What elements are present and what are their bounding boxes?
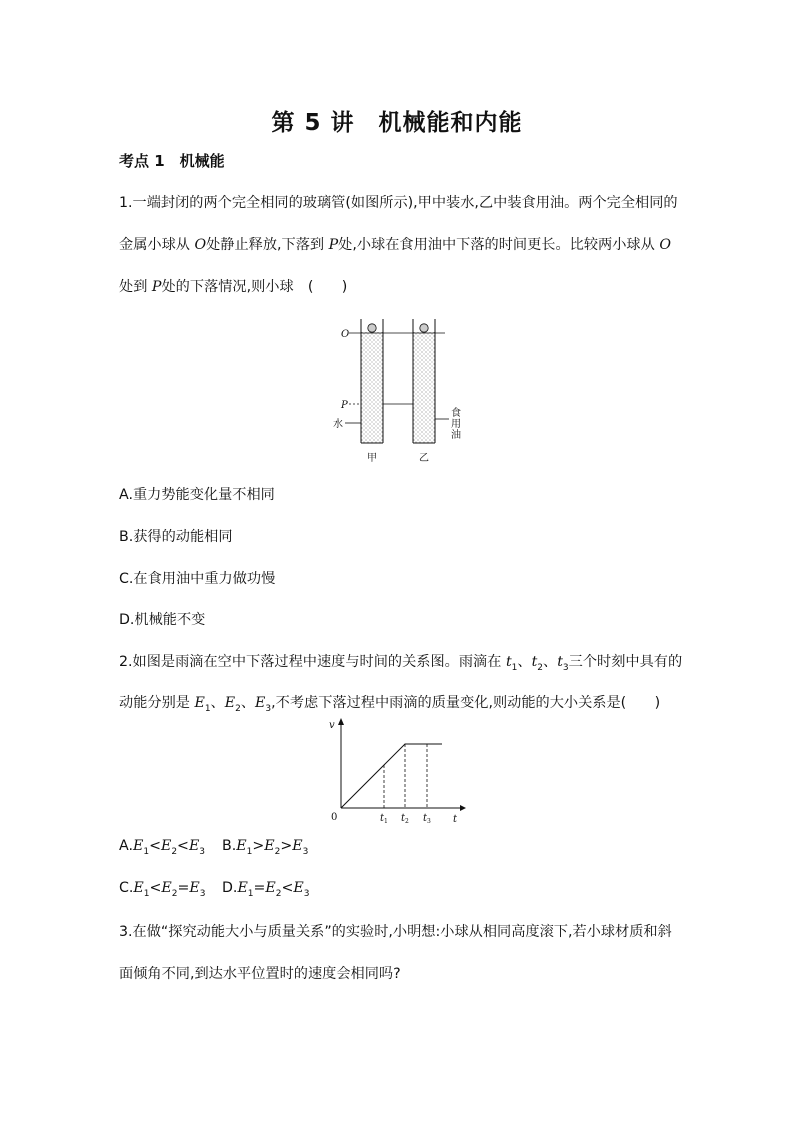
y-axis-arrow-icon (338, 718, 344, 725)
q2-symbol-e: E (224, 695, 236, 711)
q3-line-2: 面倾角不同,到达水平位置时的速度会相同吗? (119, 966, 401, 982)
relation: > (252, 838, 265, 854)
q2-symbol-e: E (293, 880, 304, 896)
q2-sub: 1 (246, 846, 253, 857)
relation: = (253, 880, 266, 896)
relation: < (149, 838, 161, 854)
q2-line-2 (119, 692, 660, 714)
tick-sub-3: 3 (427, 818, 431, 825)
q1-option-d: D.机械能不变 (119, 612, 206, 628)
q1-symbol-p: P (151, 279, 162, 295)
q2-option-b (222, 838, 308, 857)
q1-line-1: 1.一端封闭的两个完全相同的玻璃管(如图所示),甲中装水,乙中装食用油。两个完全相同的 (119, 195, 678, 211)
tube-liquid-oil (413, 332, 435, 443)
q2-sub: 2 (537, 662, 544, 673)
relation: = (177, 880, 190, 896)
q1-option-c: C.在食用油中重力做功慢 (119, 571, 276, 587)
q2-sub: 2 (275, 888, 282, 899)
q2-sub: 1 (511, 662, 518, 673)
q1-text: 处到 (119, 279, 152, 295)
q2-sub: 3 (303, 888, 310, 899)
q2-line-1 (119, 651, 682, 673)
q2-sub: 1 (247, 888, 254, 899)
q2-symbol-e: E (189, 880, 200, 896)
q2-symbol-e: E (161, 880, 172, 896)
q1-symbol-o: O (659, 237, 671, 253)
q2-sub: 2 (171, 888, 178, 899)
page-title: 第 5 讲 机械能和内能 (271, 110, 523, 136)
q2-symbol-e: E (236, 838, 247, 854)
tick-sub-1: 1 (384, 818, 388, 825)
q2-sub: 2 (235, 703, 241, 714)
relation: > (280, 838, 293, 854)
axis-label-t: t (453, 814, 458, 825)
q1-symbol-p: P (328, 237, 339, 253)
q1-line-2 (119, 234, 671, 254)
relation: < (281, 880, 294, 896)
q2-symbol-e: E (132, 838, 144, 854)
tick-label-t3: t (423, 813, 428, 824)
tick-label-t1: t (380, 813, 385, 824)
axis-label-v: v (329, 720, 335, 731)
q2-text: 动能分别是 (119, 695, 195, 711)
q1-option-a: A.重力势能变化量不相同 (119, 487, 275, 503)
q1-option-b: B.获得的动能相同 (119, 529, 233, 545)
label-water: 水 (333, 419, 343, 430)
label-oil-1: 食 (451, 408, 461, 419)
q2-sep: 、 (543, 654, 558, 670)
q1-symbol-o: O (194, 237, 207, 253)
q2-sub: 2 (274, 846, 281, 857)
q3-line-1: 3.在做“探究动能大小与质量关系”的实验时,小明想:小球从相同高度滚下,若小球材质和斜 (119, 924, 672, 940)
label-yi: 乙 (419, 453, 429, 464)
ball-icon (420, 324, 428, 332)
q2-symbol-e: E (237, 880, 248, 896)
origin-label: 0 (331, 812, 338, 823)
q2-symbol-e: E (133, 880, 144, 896)
q2-symbol-e: E (188, 838, 200, 854)
option-prefix: C. (119, 880, 134, 896)
relation: < (177, 838, 189, 854)
q1-text: 处的下落情况,则小球 ( ) (161, 279, 348, 295)
x-axis-arrow-icon (460, 805, 466, 811)
ball-icon (368, 324, 376, 332)
q2-symbol-e: E (292, 838, 303, 854)
q1-text: 处静止释放,下落到 (206, 237, 329, 253)
option-prefix: A. (119, 838, 133, 854)
q2-symbol-t: t (557, 654, 563, 670)
tick-sub-2: 2 (405, 818, 409, 825)
label-oil-2: 用 (451, 419, 461, 430)
q2-sub: 3 (302, 846, 309, 857)
q2-sub: 1 (204, 703, 211, 714)
q2-sub: 3 (199, 888, 206, 899)
q2-option-a (119, 838, 205, 857)
option-prefix: B. (222, 838, 237, 854)
label-p: P (341, 400, 348, 411)
q2-symbol-t: t (531, 654, 538, 670)
q2-sub: 3 (265, 703, 272, 714)
q2-sub: 3 (562, 662, 569, 673)
section-heading: 考点 1 机械能 (119, 152, 225, 170)
q2-symbol-t: t (505, 654, 512, 670)
q2-sub: 1 (143, 846, 150, 857)
tick-label-t2: t (401, 813, 406, 824)
q2-sub: 2 (171, 846, 178, 857)
q2-symbol-e: E (265, 880, 276, 896)
q2-velocity-time-graph (320, 712, 470, 827)
label-jia: 甲 (367, 453, 377, 464)
q2-sep: 、 (517, 654, 532, 670)
q1-text: 金属小球从 (119, 237, 195, 253)
relation: < (149, 880, 162, 896)
label-o: O (341, 329, 350, 340)
q2-sep: 、 (240, 695, 256, 711)
q1-line-3 (119, 276, 347, 296)
q2-symbol-e: E (160, 838, 172, 854)
q2-text: 三个时刻中具有的 (568, 654, 683, 670)
q2-symbol-e: E (194, 695, 205, 711)
q2-symbol-e: E (255, 695, 266, 711)
q2-text: 2.如图是雨滴在空中下落过程中速度与时间的关系图。雨滴在 (119, 654, 506, 670)
q2-option-d (222, 880, 310, 899)
option-prefix: D. (222, 880, 238, 896)
q1-text: 处,小球在食用油中下落的时间更长。比较两小球从 (338, 237, 660, 253)
label-oil-3: 油 (451, 430, 461, 441)
tube-liquid-water (361, 332, 383, 443)
q2-sub: 1 (143, 888, 150, 899)
q2-option-c (119, 880, 205, 899)
q2-text: ,不考虑下落过程中雨滴的质量变化,则动能的大小关系是( ) (271, 695, 661, 711)
q2-symbol-e: E (264, 838, 275, 854)
q2-sep: 、 (210, 695, 225, 711)
q2-sub: 3 (199, 846, 206, 857)
q1-tubes-figure (325, 315, 475, 470)
